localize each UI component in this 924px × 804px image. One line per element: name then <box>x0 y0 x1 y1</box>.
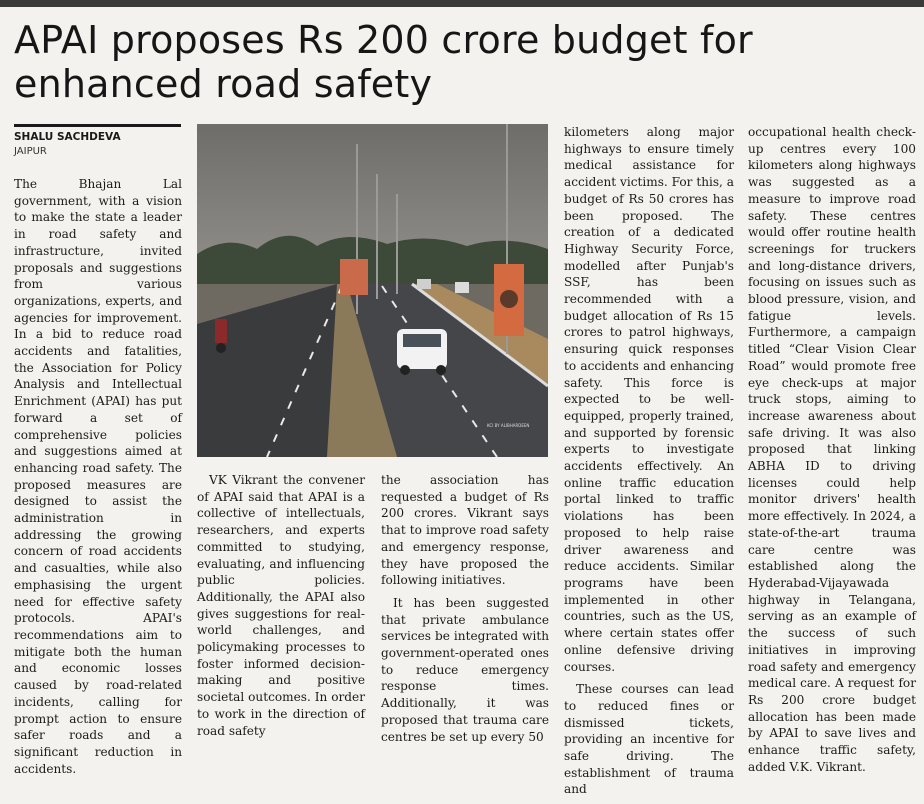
column-2 <box>197 472 365 745</box>
dateline: JAIPUR <box>14 146 47 157</box>
highway-photo <box>197 124 548 457</box>
paragraph: VK Vikrant the convener of APAI said that APAI is a collective of intellectuals, researchers, and experts committed to studying, evaluating, and influencing public policies. Additionally, the APAI also gives suggestions for real-world challenges, and policymaking processes to foster informed decision-making and positive societal outcomes. In order to work in the direction of road safety <box>197 473 365 738</box>
paragraph: the association has requested a budget of Rs 200 crores. Vikrant says that to improve road safety and emergency response, they have proposed the following initiatives. <box>381 473 549 588</box>
byline: SHALU SACHDEVA <box>14 131 121 143</box>
headline: APAI proposes Rs 200 crore budget for enhanced road safety <box>14 18 753 106</box>
byline-rule <box>14 124 181 127</box>
paragraph: It has been suggested that private ambulance services be integrated with government-operated ones to reduce emergency response times. Additionally, it was proposed that trauma care centres be set up every 50 <box>381 595 549 744</box>
paragraph: kilometers along major highways to ensure timely medical assistance for accident victims. For this, a budget of Rs 50 crores has been proposed. The creation of a dedicated Highway Security Force, modelled after Punjab's SSF, has been recommended with a budget allocation of Rs 15 crores to patrol highways, ensuring quick responses to accidents and enhancing safety. This force is expected to be well-equipped, properly trained, and supported by forensic experts to investigate accidents effectively. An online traffic education portal linked to traffic violations has been proposed to help raise driver awareness and reduce accidents. Similar programs have been implemented in other countries, such as the US, where certain states offer online defensive driving courses. <box>564 125 734 674</box>
column-1 <box>14 176 182 783</box>
column-4 <box>564 124 734 804</box>
photo-credit: KCI BY ALIBHARDEEN <box>487 423 530 428</box>
paragraph: occupational health check-up centres every 100 kilometers along highways was suggested as a measure to improve road safety. These centres would offer routine health screenings for truckers and long-distance drivers, focusing on issues such as blood pressure, vision, and fatigue levels. Furthermore, a campaign titled “Clear Vision Clear Road” would promote free eye check-ups at major truck stops, aiming to increase awareness about safe driving. It was also proposed that linking ABHA ID to driving licenses could help monitor drivers' health more effectively. In 2024, a state-of-the-art trauma care centre was established along the Hyderabad-Vijayawada highway in Telangana, serving as an example of the success of such initiatives in improving road safety and emergency medical care. A request for Rs 200 crore budget allocation has been made by APAI to save lives and enhance traffic safety, added V.K. Vikrant. <box>748 125 916 774</box>
column-3 <box>381 472 549 751</box>
paragraph: These courses can lead to reduced fines or dismissed tickets, providing an incentive for safe driving. The establishment of trauma and <box>564 682 734 797</box>
top-border <box>0 0 924 7</box>
column-5 <box>748 124 916 781</box>
paragraph: The Bhajan Lal government, with a vision to make the state a leader in road safety and infrastructure, invited proposals and suggestions from various organizations, experts, and agencies for improvement. In a bid to reduce road accidents and fatalities, the Association for Policy Analysis and Intellectual Enrichment (APAI) has put forward a set of comprehensive policies and suggestions aimed at enhancing road safety. The proposed measures are designed to assist the administration in addressing the growing concern of road accidents and casualties, while also emphasising the urgent need for effective safety protocols. APAI's recommendations aim to mitigate both the human and economic losses caused by road-related incidents, calling for prompt action to ensure safer roads and a significant reduction in accidents. <box>14 177 182 776</box>
